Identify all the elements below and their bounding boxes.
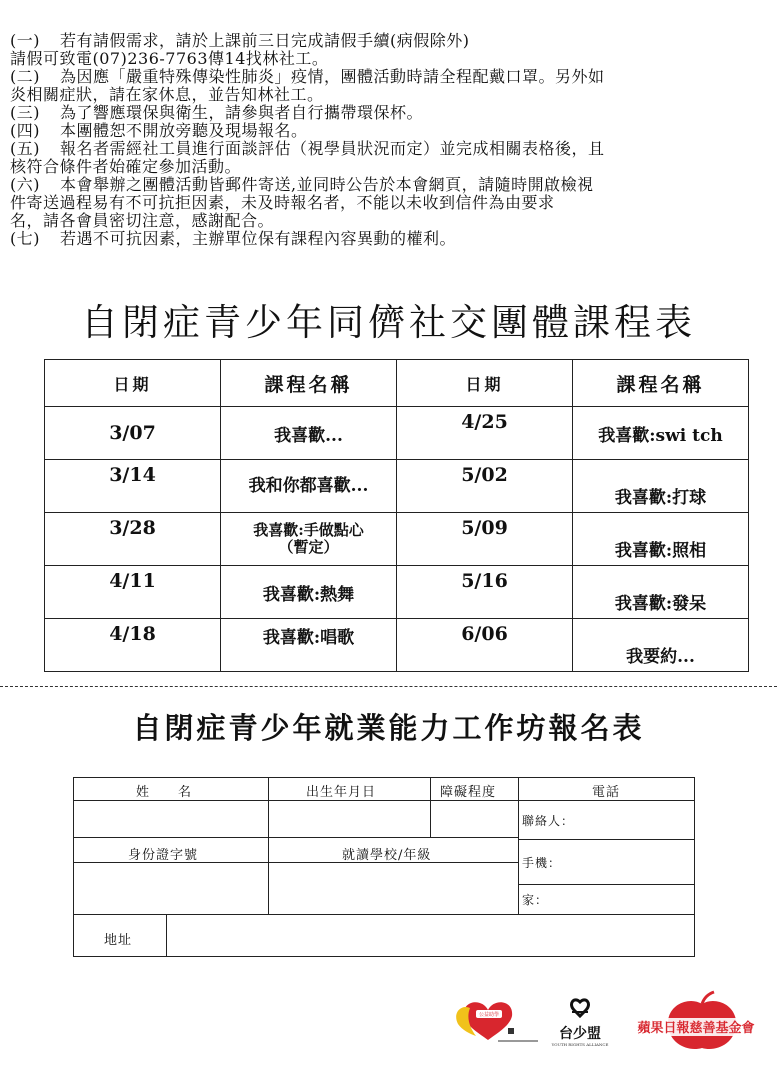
notice-number: (五) bbox=[10, 139, 40, 158]
notice-number: (七) bbox=[10, 229, 40, 248]
birth-field[interactable] bbox=[270, 802, 428, 836]
name-field[interactable] bbox=[76, 802, 266, 836]
notice-line bbox=[10, 32, 777, 50]
course-cell: 我喜歡... bbox=[221, 407, 397, 460]
course-cell: 我喜歡:手做點心（暫定） bbox=[221, 513, 397, 566]
header-date: 日期 bbox=[45, 360, 221, 407]
table-row bbox=[45, 619, 749, 672]
school-label: 就讀學校/年級 bbox=[342, 848, 432, 863]
id-label: 身份證字號 bbox=[128, 848, 199, 863]
date-cell: 3/07 bbox=[45, 407, 221, 460]
course-cell: 我要約... bbox=[573, 619, 749, 672]
date-cell: 4/25 bbox=[397, 407, 573, 460]
sponsor-logos bbox=[440, 990, 760, 1060]
course-cell: 我喜歡:swi tch bbox=[573, 407, 749, 460]
notice-number: (二) bbox=[10, 67, 40, 86]
course-cell: 我喜歡:發呆 bbox=[573, 566, 749, 619]
notice-line: 炎相關症狀，請在家休息，並告知林社工。 bbox=[10, 85, 324, 104]
notice-line bbox=[10, 140, 777, 158]
form-title: 自閉症青少年就業能力工作坊報名表 bbox=[132, 711, 645, 745]
notice-text: 為因應「嚴重特殊傳染性肺炎」疫情，團體活動時請全程配戴口罩。另外如 bbox=[60, 67, 605, 86]
notice-line bbox=[10, 230, 777, 248]
home-label: 家： bbox=[522, 893, 549, 907]
course-cell: 我喜歡:照相 bbox=[573, 513, 749, 566]
notice-number: (六) bbox=[10, 175, 40, 194]
schedule-table bbox=[44, 359, 749, 672]
notice-text: 若有請假需求，請於上課前三日完成請假手續(病假除外) bbox=[60, 31, 470, 50]
notice-text: 報名者需經社工員進行面談評估（視學員狀況而定）並完成相關表格後，且 bbox=[60, 139, 605, 158]
notice-line: 核符合條件者始確定參加活動。 bbox=[10, 157, 242, 176]
disability-field[interactable] bbox=[432, 802, 516, 836]
schedule-header-row bbox=[45, 360, 749, 407]
apple-logo-text: 蘋果日報慈善基金會 bbox=[637, 1021, 755, 1036]
cut-line bbox=[0, 686, 777, 687]
notice-number: (三) bbox=[10, 103, 40, 122]
table-row bbox=[45, 407, 749, 460]
notice-line: 請假可致電(07)236-7763傳14找林社工。 bbox=[10, 49, 329, 68]
notice-text: 若遇不可抗因素，主辦單位保有課程內容異動的權利。 bbox=[60, 229, 457, 248]
course-cell: 我喜歡:打球 bbox=[573, 460, 749, 513]
address-label: 地址 bbox=[104, 933, 133, 948]
birth-label: 出生年月日 bbox=[306, 785, 377, 800]
date-cell: 5/16 bbox=[397, 566, 573, 619]
notice-text: 為了響應環保與衛生，請參與者自行攜帶環保杯。 bbox=[60, 103, 424, 122]
date-cell: 4/11 bbox=[45, 566, 221, 619]
notice-line: 名，請各會員密切注意，感謝配合。 bbox=[10, 211, 275, 230]
notice-list bbox=[10, 32, 777, 248]
notice-line bbox=[10, 104, 777, 122]
date-cell: 6/06 bbox=[397, 619, 573, 672]
course-cell: 我和你都喜歡... bbox=[221, 460, 397, 513]
notice-line bbox=[10, 122, 777, 140]
course-cell: 我喜歡:熱舞 bbox=[221, 566, 397, 619]
header-date: 日期 bbox=[397, 360, 573, 407]
table-row bbox=[45, 460, 749, 513]
table-row bbox=[45, 513, 749, 566]
header-course: 課程名稱 bbox=[221, 360, 397, 407]
course-cell: 我喜歡:唱歌 bbox=[221, 619, 397, 672]
name-label: 姓 名 bbox=[136, 785, 193, 800]
address-field[interactable] bbox=[170, 916, 692, 956]
date-cell: 5/02 bbox=[397, 460, 573, 513]
mobile-label: 手機： bbox=[522, 856, 562, 870]
cheer-badge-text: 公益助學 bbox=[478, 1012, 500, 1018]
school-field[interactable] bbox=[270, 864, 516, 912]
notice-line bbox=[10, 176, 777, 194]
date-cell: 5/09 bbox=[397, 513, 573, 566]
header-course: 課程名稱 bbox=[573, 360, 749, 407]
phone-label: 電話 bbox=[592, 785, 621, 800]
notice-number: (一) bbox=[10, 31, 40, 50]
table-row bbox=[45, 566, 749, 619]
date-cell: 4/18 bbox=[45, 619, 221, 672]
id-field[interactable] bbox=[76, 864, 266, 912]
notice-text: 本會舉辦之團體活動皆郵件寄送,並同時公告於本會網頁，請隨時開啟檢視 bbox=[60, 175, 594, 194]
notice-text: 本團體恕不開放旁聽及現場報名。 bbox=[60, 121, 308, 140]
disability-label: 障礙程度 bbox=[440, 785, 497, 800]
youth-logo-text: 台少盟 bbox=[559, 1026, 601, 1042]
youth-logo-subtext: YOUTH RIGHTS ALLIANCE bbox=[551, 1042, 609, 1047]
notice-line bbox=[10, 68, 777, 86]
notice-line: 件寄送過程易有不可抗拒因素，未及時報名者，不能以未收到信件為由要求 bbox=[10, 193, 555, 212]
sponsor-logo-art bbox=[440, 990, 760, 1060]
schedule-title: 自閉症青少年同儕社交團體課程表 bbox=[81, 301, 696, 344]
date-cell: 3/28 bbox=[45, 513, 221, 566]
registration-form bbox=[73, 777, 695, 957]
notice-number: (四) bbox=[10, 121, 40, 140]
date-cell: 3/14 bbox=[45, 460, 221, 513]
contact-label: 聯絡人： bbox=[522, 814, 575, 828]
